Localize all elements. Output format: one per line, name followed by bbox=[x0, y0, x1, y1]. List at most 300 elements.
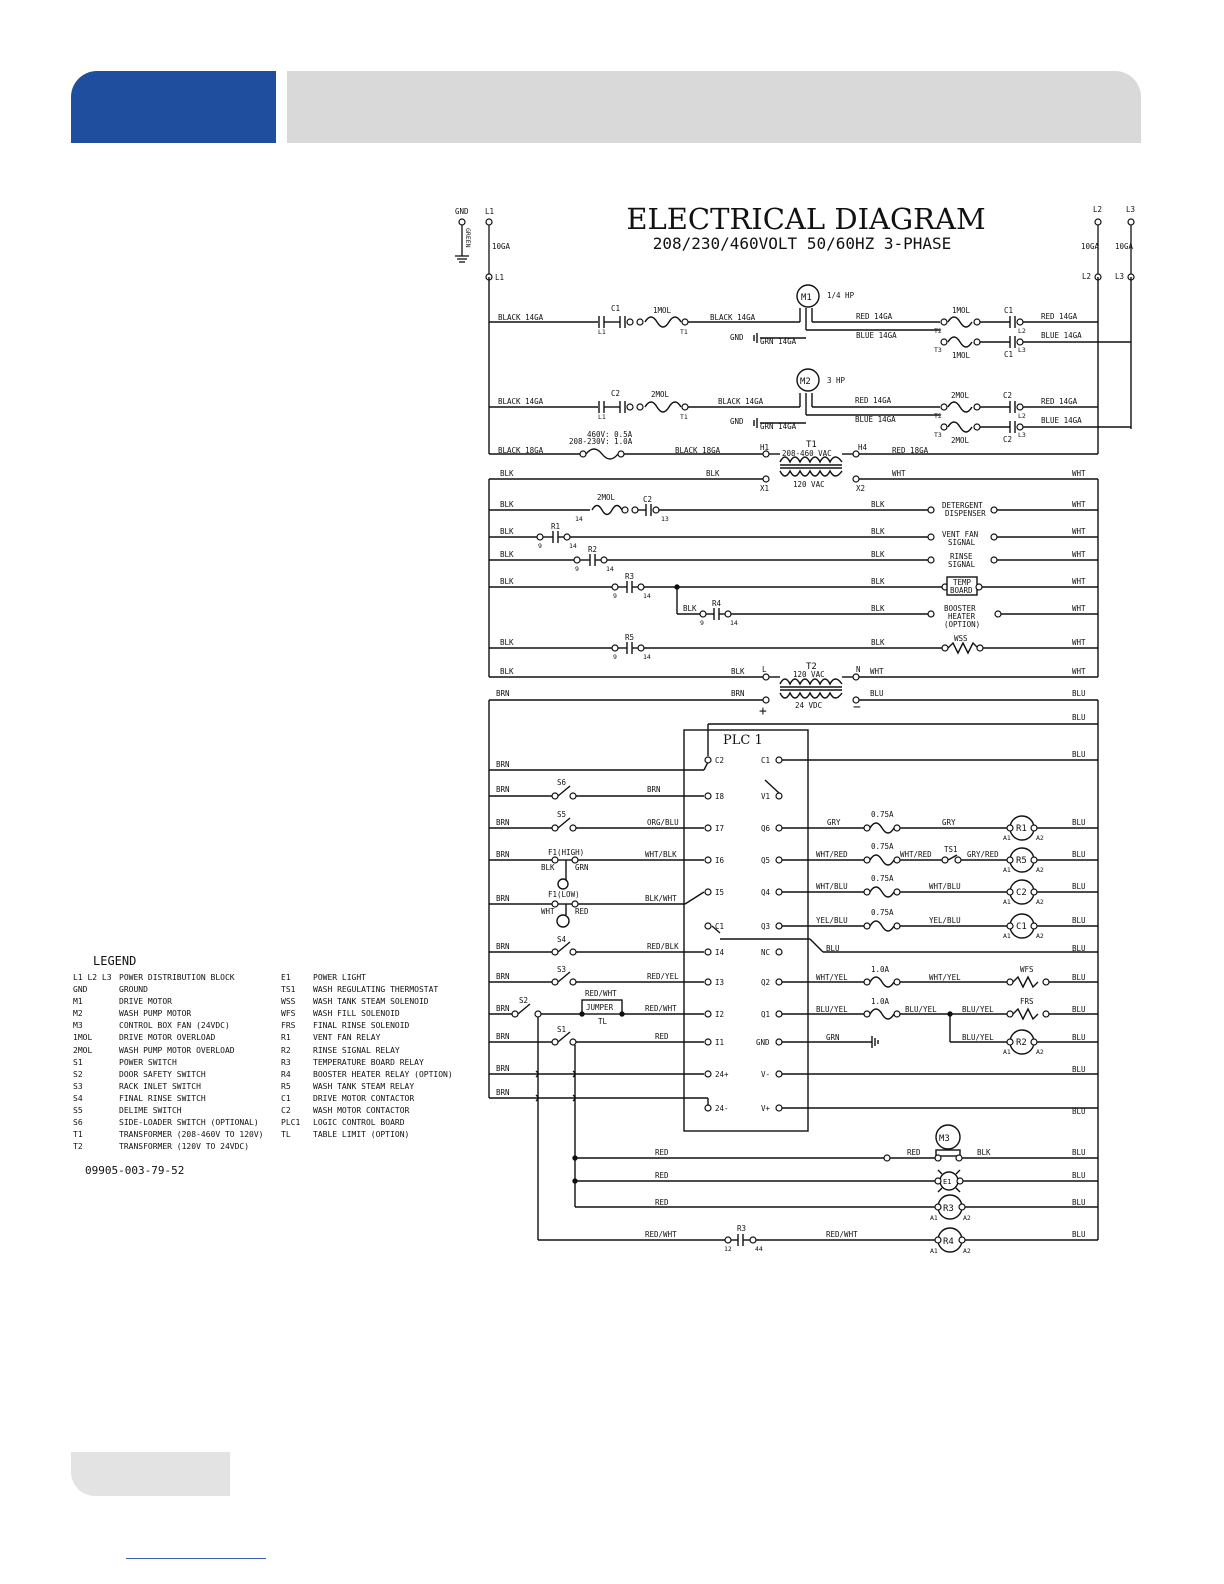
vent-r1: R1 bbox=[551, 522, 561, 531]
wss-label: WSS bbox=[954, 634, 968, 643]
m2-l1-label: L1 bbox=[598, 413, 606, 421]
r2-blu-yel: BLU/YEL bbox=[962, 1033, 994, 1042]
vent-14: 14 bbox=[569, 542, 577, 550]
q4-fuse: 0.75A bbox=[871, 874, 894, 883]
plc-right-2: Q6 bbox=[761, 824, 771, 833]
r5-a1: A1 bbox=[1003, 866, 1011, 874]
q5-wht-red: WHT/RED bbox=[816, 850, 848, 859]
plc-right-5: Q3 bbox=[761, 922, 771, 931]
q2-blu: BLU bbox=[1072, 973, 1086, 982]
m1-red-wire-2: RED 14GA bbox=[1041, 312, 1078, 321]
q4-blu: BLU bbox=[1072, 882, 1086, 891]
m1-1mol-label: 1MOL bbox=[653, 306, 672, 315]
wss-9: 9 bbox=[613, 653, 617, 661]
det-c2: C2 bbox=[643, 495, 653, 504]
m1-blue-wire-2: BLUE 14GA bbox=[1041, 331, 1082, 340]
org-blu-label: ORG/BLU bbox=[647, 818, 679, 827]
det-2mol: 2MOL bbox=[597, 493, 616, 502]
m1-t3: T3 bbox=[934, 346, 942, 354]
plc-left-5: C1 bbox=[715, 922, 725, 931]
legend-row: C2 WASH MOTOR CONTACTOR bbox=[281, 1106, 410, 1116]
legend-row: R4 BOOSTER HEATER RELAY (OPTION) bbox=[281, 1069, 453, 1079]
f1-low-label: F1(LOW) bbox=[548, 890, 580, 899]
m2-black-wire: BLACK 14GA bbox=[498, 397, 544, 406]
t2-minus: − bbox=[853, 700, 861, 715]
wht-blk-label: WHT/BLK bbox=[645, 850, 677, 859]
r4-44: 44 bbox=[755, 1245, 763, 1253]
plc-left-11: 24- bbox=[715, 1104, 729, 1113]
frs-label: FRS bbox=[1020, 997, 1034, 1006]
rinse-wht: WHT bbox=[1072, 550, 1086, 559]
m2-blue-wire-2: BLUE 14GA bbox=[1041, 416, 1082, 425]
s6-label: S6 bbox=[557, 778, 567, 787]
legend-row: PLC1 LOGIC CONTROL BOARD bbox=[281, 1118, 405, 1128]
plc-left-4: I5 bbox=[715, 888, 725, 897]
legend-row: S6 SIDE-LOADER SWITCH (OPTIONAL) bbox=[73, 1118, 259, 1128]
det-wht: WHT bbox=[1072, 500, 1086, 509]
red-yel-label: RED/YEL bbox=[647, 972, 679, 981]
boost-blk-r: BLK bbox=[871, 604, 885, 613]
m2-blue-wire: BLUE 14GA bbox=[855, 415, 896, 424]
brn-1042: BRN bbox=[496, 1032, 510, 1041]
boost-9: 9 bbox=[700, 619, 704, 627]
s4-label: S4 bbox=[557, 935, 567, 944]
legend-row: TS1 WASH REGULATING THERMOSTAT bbox=[281, 985, 439, 995]
legend-row: M1 DRIVE MOTOR bbox=[73, 997, 172, 1007]
q2-fuse: 1.0A bbox=[871, 965, 890, 974]
wss-14: 14 bbox=[643, 653, 651, 661]
t1-black18-2: BLACK 18GA bbox=[675, 446, 721, 455]
ac-blk-top2: BLK bbox=[706, 469, 720, 478]
r5-a2: A2 bbox=[1036, 866, 1044, 874]
m2-l3: L3 bbox=[1018, 431, 1026, 439]
r4-label: R4 bbox=[943, 1237, 954, 1247]
rinse-blk-r: BLK bbox=[871, 550, 885, 559]
plc-left-10: 24+ bbox=[715, 1070, 729, 1079]
l2-gauge: 10GA bbox=[1081, 242, 1100, 251]
temp-blk-r: BLK bbox=[871, 577, 885, 586]
m1-t1-label: T1 bbox=[680, 328, 688, 336]
plc-right-4: Q4 bbox=[761, 888, 771, 897]
gnd-label: GND bbox=[455, 207, 469, 216]
vent-label-2: SIGNAL bbox=[948, 538, 976, 547]
vent-wht: WHT bbox=[1072, 527, 1086, 536]
f1-grn: GRN bbox=[575, 863, 589, 872]
q5-gry-red: GRY/RED bbox=[967, 850, 999, 859]
m1-black-wire: BLACK 14GA bbox=[498, 313, 544, 322]
temp-label-1: TEMP bbox=[953, 578, 972, 587]
temp-wht: WHT bbox=[1072, 577, 1086, 586]
m2-red-wire-2: RED 14GA bbox=[1041, 397, 1078, 406]
m1-red-wire: RED 14GA bbox=[856, 312, 893, 321]
legend-row: WSS WASH TANK STEAM SOLENOID bbox=[281, 997, 429, 1007]
f1-blk: BLK bbox=[541, 863, 555, 872]
t2-n: N bbox=[856, 665, 861, 674]
c2-a2: A2 bbox=[1036, 898, 1044, 906]
legend-row: E1 POWER LIGHT bbox=[281, 973, 366, 982]
wfs-label: WFS bbox=[1020, 965, 1034, 974]
vplus-blu: BLU bbox=[1072, 1107, 1086, 1116]
r4-blu: BLU bbox=[1072, 1230, 1086, 1239]
ac-blk-top: BLK bbox=[500, 469, 514, 478]
gnd-grn: GRN bbox=[826, 1033, 840, 1042]
e1-label: E1 bbox=[943, 1178, 952, 1186]
m1-c1-top: C1 bbox=[1004, 306, 1014, 315]
temp-label-2: BOARD bbox=[950, 586, 973, 595]
m3-label: M3 bbox=[939, 1134, 950, 1144]
q5-blu: BLU bbox=[1072, 850, 1086, 859]
t1-x1: X1 bbox=[760, 484, 770, 493]
rinse-label-2: SIGNAL bbox=[948, 560, 976, 569]
tl-label: TL bbox=[598, 1017, 608, 1026]
r2-label: R2 bbox=[1016, 1038, 1027, 1048]
q4-wht-blu: WHT/BLU bbox=[816, 882, 848, 891]
legend-row: S5 DELIME SWITCH bbox=[73, 1106, 182, 1116]
rinse-14: 14 bbox=[606, 565, 614, 573]
plc-name: PLC 1 bbox=[723, 733, 763, 748]
m1-black-wire-2: BLACK 14GA bbox=[710, 313, 756, 322]
legend-row: T2 TRANSFORMER (120V TO 24VDC) bbox=[73, 1142, 250, 1152]
red-wht-label: RED/WHT bbox=[645, 1004, 677, 1013]
legend-row: TL TABLE LIMIT (OPTION) bbox=[281, 1130, 410, 1140]
s3-label: S3 bbox=[557, 965, 567, 974]
m2-black-wire-2: BLACK 14GA bbox=[718, 397, 764, 406]
legend-row: FRS FINAL RINSE SOLENOID bbox=[281, 1021, 410, 1031]
r3-blu: BLU bbox=[1072, 1198, 1086, 1207]
s5-label: S5 bbox=[557, 810, 567, 819]
q3-blu: BLU bbox=[1072, 916, 1086, 925]
r1-label: R1 bbox=[1016, 824, 1027, 834]
diagram-title: ELECTRICAL DIAGRAM bbox=[626, 202, 986, 236]
f1-red: RED bbox=[575, 907, 589, 916]
q1-blu: BLU bbox=[1072, 1005, 1086, 1014]
brn-952: BRN bbox=[496, 942, 510, 951]
m3-red2: RED bbox=[907, 1148, 921, 1157]
drawing-number: 09905-003-79-52 bbox=[85, 1164, 185, 1177]
brn-828: BRN bbox=[496, 818, 510, 827]
r4-a2: A2 bbox=[963, 1247, 971, 1255]
q3-yel-blu: YEL/BLU bbox=[816, 916, 848, 925]
c2-label: C2 bbox=[1016, 888, 1027, 898]
r3-a2: A2 bbox=[963, 1214, 971, 1222]
m2-hp: 3 HP bbox=[827, 376, 846, 385]
wss-blk: BLK bbox=[500, 638, 514, 647]
q5-fuse: 0.75A bbox=[871, 842, 894, 851]
vent-blk-r: BLK bbox=[871, 527, 885, 536]
plc-right-0: C1 bbox=[761, 756, 771, 765]
t1-h1: H1 bbox=[760, 443, 770, 452]
l3-gauge: 10GA bbox=[1115, 242, 1134, 251]
ts1-label: TS1 bbox=[944, 845, 958, 854]
vminus-blu: BLU bbox=[1072, 1065, 1086, 1074]
m2-t1-label: T1 bbox=[680, 413, 688, 421]
plc-right-3: Q5 bbox=[761, 856, 771, 865]
temp-9: 9 bbox=[613, 592, 617, 600]
brn-1074: BRN bbox=[496, 1064, 510, 1073]
m1-l3: L3 bbox=[1018, 346, 1026, 354]
plc-left-3: I6 bbox=[715, 856, 725, 865]
m1-1mol-bot: 1MOL bbox=[952, 351, 971, 360]
q1-fuse: 1.0A bbox=[871, 997, 890, 1006]
m1-c1-label: C1 bbox=[611, 304, 621, 313]
c1-label: C1 bbox=[1016, 922, 1027, 932]
t1-primary: 208-460 VAC bbox=[782, 449, 832, 458]
f1-high-label: F1(HIGH) bbox=[548, 848, 585, 857]
footer-link-underline bbox=[126, 1558, 266, 1559]
m1-gnd: GND bbox=[730, 333, 744, 342]
boost-label-2: HEATER bbox=[948, 612, 976, 621]
t1-x2: X2 bbox=[856, 484, 866, 493]
t2-name: T2 bbox=[806, 662, 817, 672]
legend-row: M3 CONTROL BOX FAN (24VDC) bbox=[73, 1021, 230, 1031]
legend-row: GND GROUND bbox=[73, 985, 148, 995]
legend-row: R5 WASH TANK STEAM RELAY bbox=[281, 1081, 415, 1091]
brn-770: BRN bbox=[496, 760, 510, 769]
legend-row: WFS WASH FILL SOLENOID bbox=[281, 1009, 400, 1019]
dc-blu-top: BLU bbox=[870, 689, 884, 698]
m1-hp: 1/4 HP bbox=[827, 291, 855, 300]
plc-left-1: I8 bbox=[715, 792, 725, 801]
m1-c1-bot: C1 bbox=[1004, 350, 1014, 359]
m2-c2-label: C2 bbox=[611, 389, 621, 398]
legend-row: R2 RINSE SIGNAL RELAY bbox=[281, 1045, 400, 1055]
legend-row: S2 DOOR SAFETY SWITCH bbox=[73, 1069, 206, 1079]
r3-label: R3 bbox=[943, 1204, 954, 1214]
dc-blu-top2: BLU bbox=[1072, 689, 1086, 698]
t1-name: T1 bbox=[806, 440, 817, 450]
c1-a2: A2 bbox=[1036, 932, 1044, 940]
r2-blu: BLU bbox=[1072, 1033, 1086, 1042]
m2-t3: T3 bbox=[934, 431, 942, 439]
l1-gauge: 10GA bbox=[492, 242, 511, 251]
ac-wht-top: WHT bbox=[892, 469, 906, 478]
vent-9: 9 bbox=[538, 542, 542, 550]
rinse-9: 9 bbox=[575, 565, 579, 573]
l2-label: L2 bbox=[1082, 272, 1092, 281]
r4-a1: A1 bbox=[930, 1247, 938, 1255]
c1-a1: A1 bbox=[1003, 932, 1011, 940]
m2-c2-bot: C2 bbox=[1003, 435, 1013, 444]
tl-red-wht: RED/WHT bbox=[585, 989, 617, 998]
det-label-2: DISPENSER bbox=[945, 509, 986, 518]
r1-a2: A2 bbox=[1036, 834, 1044, 842]
legend-row: C1 DRIVE MOTOR CONTACTOR bbox=[281, 1093, 415, 1103]
brn-796: BRN bbox=[496, 785, 510, 794]
l2-top-label: L2 bbox=[1093, 205, 1103, 214]
m1-grn: GRN 14GA bbox=[760, 337, 797, 346]
legend-left-column bbox=[73, 972, 264, 1153]
q4-wht-blu2: WHT/BLU bbox=[929, 882, 961, 891]
wss-blk-r: BLK bbox=[871, 638, 885, 647]
det-blk-r: BLK bbox=[871, 500, 885, 509]
q6-fuse: 0.75A bbox=[871, 810, 894, 819]
r4-contact-label: R3 bbox=[737, 1224, 747, 1233]
jumper-label: JUMPER bbox=[586, 1003, 614, 1012]
f1-wht: WHT bbox=[541, 907, 555, 916]
m2-gnd: GND bbox=[730, 417, 744, 426]
m1-l1-label: L1 bbox=[598, 328, 606, 336]
det-13: 13 bbox=[661, 515, 669, 523]
wss-r5: R5 bbox=[625, 633, 635, 642]
dc-brn-top: BRN bbox=[496, 689, 510, 698]
r4-red-wht2: RED/WHT bbox=[826, 1230, 858, 1239]
plc-right-7: Q2 bbox=[761, 978, 771, 987]
plc-left-9: I1 bbox=[715, 1038, 725, 1047]
fuse-208-label: 208-230V: 1.0A bbox=[569, 437, 633, 446]
red-1042: RED bbox=[655, 1032, 669, 1041]
t2-blk2: BLK bbox=[731, 667, 745, 676]
dc-blu-724: BLU bbox=[1072, 713, 1086, 722]
t2-blk: BLK bbox=[500, 667, 514, 676]
t1-black18: BLACK 18GA bbox=[498, 446, 544, 455]
l1-label: L1 bbox=[495, 273, 505, 282]
m2-t2: T2 bbox=[934, 412, 942, 420]
m2-grn: GRN 14GA bbox=[760, 422, 797, 431]
plc-left-0: C2 bbox=[715, 756, 725, 765]
wss-wht: WHT bbox=[1072, 638, 1086, 647]
plc-right-1: V1 bbox=[761, 792, 771, 801]
boost-r4: R4 bbox=[712, 599, 722, 608]
boost-label-1: BOOSTER bbox=[944, 604, 976, 613]
vent-label-1: VENT FAN bbox=[942, 530, 979, 539]
legend-row: L1 L2 L3 POWER DISTRIBUTION BLOCK bbox=[73, 973, 235, 982]
temp-14: 14 bbox=[643, 592, 651, 600]
legend-row: R3 TEMPERATURE BOARD RELAY bbox=[281, 1057, 424, 1067]
legend-right-column bbox=[281, 972, 453, 1141]
m1-blue-wire: BLUE 14GA bbox=[856, 331, 897, 340]
vent-blk: BLK bbox=[500, 527, 514, 536]
r3-a1: A1 bbox=[930, 1214, 938, 1222]
brn-982: BRN bbox=[496, 972, 510, 981]
legend-row: S3 RACK INLET SWITCH bbox=[73, 1081, 201, 1091]
m2-2mol-label: 2MOL bbox=[651, 390, 670, 399]
plc-right-9: GND bbox=[756, 1038, 770, 1047]
brn-1014: BRN bbox=[496, 1004, 510, 1013]
dc-blu-760: BLU bbox=[1072, 750, 1086, 759]
boost-14: 14 bbox=[730, 619, 738, 627]
t2-plus: + bbox=[759, 704, 767, 719]
r4-red-wht: RED/WHT bbox=[645, 1230, 677, 1239]
l1-top-label: L1 bbox=[485, 207, 495, 216]
ac-wht-top2: WHT bbox=[1072, 469, 1086, 478]
brn-904: BRN bbox=[496, 894, 510, 903]
m3-blk: BLK bbox=[977, 1148, 991, 1157]
t1-secondary: 120 VAC bbox=[793, 480, 825, 489]
dc-brn-top2: BRN bbox=[731, 689, 745, 698]
plc-left-7: I3 bbox=[715, 978, 725, 987]
t2-l: L bbox=[762, 665, 767, 674]
rinse-r2: R2 bbox=[588, 545, 598, 554]
m1-l2: L2 bbox=[1018, 327, 1026, 335]
plc-left-8: I2 bbox=[715, 1010, 725, 1019]
plc-right-8: Q1 bbox=[761, 1010, 771, 1019]
q3-fuse: 0.75A bbox=[871, 908, 894, 917]
boost-label-3: (OPTION) bbox=[944, 620, 981, 629]
r1-a1: A1 bbox=[1003, 834, 1011, 842]
det-label-1: DETERGENT bbox=[942, 501, 983, 510]
brn-796b: BRN bbox=[647, 785, 661, 794]
q1-blu-yel3: BLU/YEL bbox=[962, 1005, 994, 1014]
m3-blu: BLU bbox=[1072, 1148, 1086, 1157]
boost-blk: BLK bbox=[683, 604, 697, 613]
legend-row: 2MOL WASH PUMP MOTOR OVERLOAD bbox=[73, 1045, 235, 1055]
q6-blu: BLU bbox=[1072, 818, 1086, 827]
r4-12: 12 bbox=[724, 1245, 732, 1253]
q1-blu-yel2: BLU/YEL bbox=[905, 1005, 937, 1014]
q2-wht-yel: WHT/YEL bbox=[816, 973, 848, 982]
nc-blu: BLU bbox=[826, 944, 840, 953]
legend-row: T1 TRANSFORMER (208-460V TO 120V) bbox=[73, 1130, 264, 1140]
green-label: GREEN bbox=[464, 228, 472, 248]
q6-gry: GRY bbox=[827, 818, 841, 827]
temp-r3: R3 bbox=[625, 572, 635, 581]
m2-c2-top: C2 bbox=[1003, 391, 1013, 400]
t1-h4: H4 bbox=[858, 443, 868, 452]
boost-wht: WHT bbox=[1072, 604, 1086, 613]
plc-left-6: I4 bbox=[715, 948, 725, 957]
footer-tab bbox=[71, 1452, 230, 1496]
s1-label: S1 bbox=[557, 1025, 567, 1034]
q5-wht-red2: WHT/RED bbox=[900, 850, 932, 859]
t1-red18: RED 18GA bbox=[892, 446, 929, 455]
e1-red: RED bbox=[655, 1171, 669, 1180]
legend-row: M2 WASH PUMP MOTOR bbox=[73, 1009, 192, 1019]
q6-gry2: GRY bbox=[942, 818, 956, 827]
diagram-subtitle: 208/230/460VOLT 50/60HZ 3-PHASE bbox=[652, 234, 952, 253]
r2-a2: A2 bbox=[1036, 1048, 1044, 1056]
e1-blu: BLU bbox=[1072, 1171, 1086, 1180]
temp-blk: BLK bbox=[500, 577, 514, 586]
s2-label: S2 bbox=[519, 996, 529, 1005]
dc-control-circuit bbox=[489, 700, 1098, 1252]
red-blk-label: RED/BLK bbox=[647, 942, 679, 951]
rinse-label-1: RINSE bbox=[950, 552, 973, 561]
r2-a1: A1 bbox=[1003, 1048, 1011, 1056]
r5-label: R5 bbox=[1016, 856, 1027, 866]
l3-label: L3 bbox=[1115, 272, 1125, 281]
t2-primary: 120 VAC bbox=[793, 670, 825, 679]
c2-a1: A1 bbox=[1003, 898, 1011, 906]
plc-left-2: I7 bbox=[715, 824, 725, 833]
m3-red: RED bbox=[655, 1148, 669, 1157]
brn-1098: BRN bbox=[496, 1088, 510, 1097]
legend-row: S4 FINAL RINSE SWITCH bbox=[73, 1093, 206, 1103]
det-14: 14 bbox=[575, 515, 583, 523]
l3-top-label: L3 bbox=[1126, 205, 1136, 214]
m1-1mol-top: 1MOL bbox=[952, 306, 971, 315]
legend-title: LEGEND bbox=[93, 954, 137, 968]
q2-wht-yel2: WHT/YEL bbox=[929, 973, 961, 982]
rinse-blk: BLK bbox=[500, 550, 514, 559]
legend-row: 1MOL DRIVE MOTOR OVERLOAD bbox=[73, 1033, 216, 1043]
nc-blu2: BLU bbox=[1072, 944, 1086, 953]
plc-right-10: V- bbox=[761, 1070, 771, 1079]
m2-2mol-top: 2MOL bbox=[951, 391, 970, 400]
brn-860: BRN bbox=[496, 850, 510, 859]
m2-l2: L2 bbox=[1018, 412, 1026, 420]
legend-row: S1 POWER SWITCH bbox=[73, 1057, 177, 1067]
m2-2mol-bot: 2MOL bbox=[951, 436, 970, 445]
r3-red: RED bbox=[655, 1198, 669, 1207]
legend-row: R1 VENT FAN RELAY bbox=[281, 1033, 381, 1043]
m1-t2: T2 bbox=[934, 327, 942, 335]
q1-blu-yel: BLU/YEL bbox=[816, 1005, 848, 1014]
t2-secondary: 24 VDC bbox=[795, 701, 823, 710]
t2-wht: WHT bbox=[870, 667, 884, 676]
q3-yel-blu2: YEL/BLU bbox=[929, 916, 961, 925]
plc-right-6: NC bbox=[761, 948, 771, 957]
t2-wht2: WHT bbox=[1072, 667, 1086, 676]
